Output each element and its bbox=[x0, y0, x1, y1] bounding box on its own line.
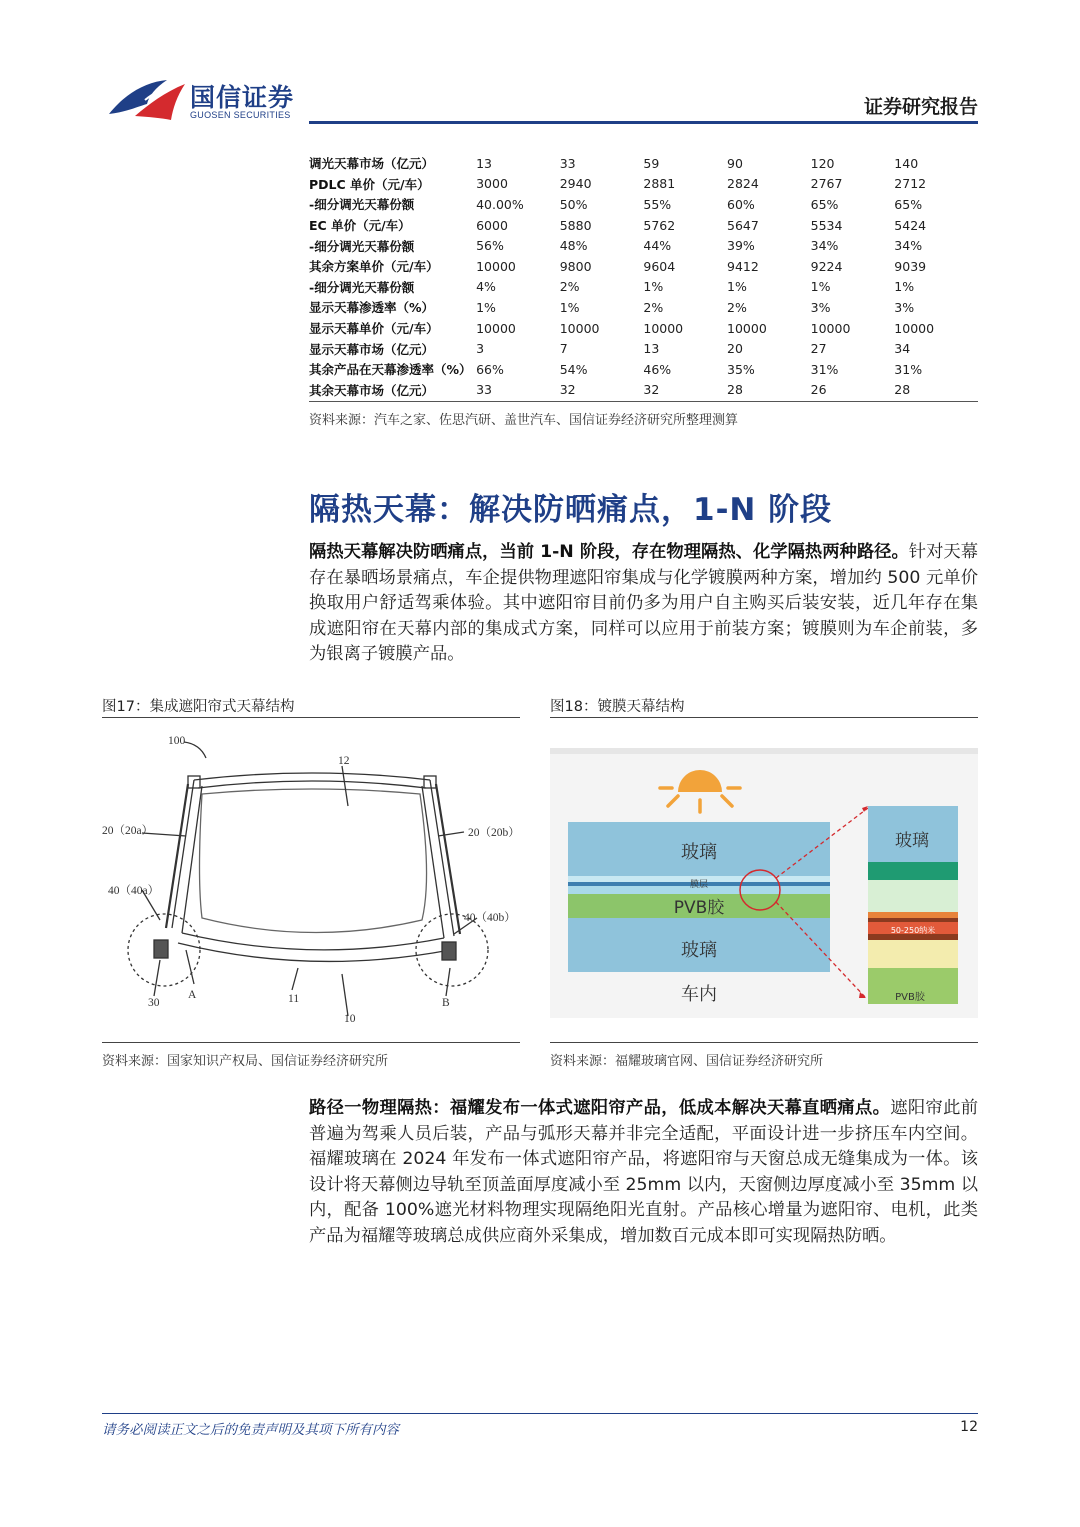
row-value: 10000 bbox=[894, 320, 935, 336]
logo-english-name: GUOSEN SECURITIES bbox=[190, 110, 291, 120]
row-value: 65% bbox=[810, 196, 839, 212]
figure18-title: 图18：镀膜天幕结构 bbox=[550, 699, 685, 715]
fig17-label-b: B bbox=[442, 997, 450, 1009]
row-value: 1% bbox=[559, 299, 580, 315]
row-value: 40.00% bbox=[476, 196, 524, 212]
row-value: 28 bbox=[727, 382, 743, 398]
row-label: 其余方案单价（元/车） bbox=[309, 259, 439, 275]
fig17-label-40a: 40（40a） bbox=[108, 885, 160, 897]
row-value: 9039 bbox=[894, 258, 927, 274]
row-value: 3 bbox=[476, 341, 485, 357]
row-value: 140 bbox=[894, 155, 919, 171]
row-value: 90 bbox=[727, 155, 743, 171]
row-value: 1% bbox=[476, 299, 496, 315]
row-label: 其余天幕市场（亿元） bbox=[309, 382, 435, 398]
table-row bbox=[309, 256, 978, 277]
fig17-label-11: 11 bbox=[288, 993, 300, 1005]
paragraph-lead-bold: 隔热天幕解决防晒痛点，当前 1-N 阶段，存在物理隔热、化学隔热两种路径。 bbox=[309, 542, 909, 562]
fig17-label-40b: 40（40b） bbox=[464, 912, 516, 924]
row-value: 2% bbox=[559, 279, 580, 295]
row-value: 34 bbox=[894, 341, 911, 357]
figure17-title: 图17：集成遮阳帘式天幕结构 bbox=[102, 699, 295, 715]
table-row bbox=[309, 297, 978, 318]
fig17-label-10: 10 bbox=[344, 1013, 356, 1025]
table-row bbox=[309, 318, 978, 339]
row-value: 13 bbox=[476, 155, 492, 171]
row-label: 显示天幕渗透率（%） bbox=[309, 300, 435, 316]
row-value: 5424 bbox=[894, 217, 927, 233]
row-value: 32 bbox=[643, 382, 660, 398]
figure18-source: 资料来源：福耀玻璃官网、国信证券经济研究所 bbox=[550, 1054, 824, 1069]
report-type-label: 证券研究报告 bbox=[863, 96, 978, 118]
figure17-source: 资料来源：国家知识产权局、国信证券经济研究所 bbox=[102, 1054, 389, 1069]
row-value: 3% bbox=[810, 299, 831, 315]
row-value: 5534 bbox=[810, 217, 843, 233]
row-value: 60% bbox=[727, 196, 755, 212]
row-value: 59 bbox=[643, 155, 660, 171]
row-value: 32 bbox=[559, 382, 576, 398]
footer-divider bbox=[102, 1413, 978, 1414]
section-title: 隔热天幕：解决防晒痛点，1-N 阶段 bbox=[309, 492, 833, 528]
row-value: 4% bbox=[476, 279, 496, 295]
row-value: 66% bbox=[476, 361, 504, 377]
row-value: 27 bbox=[810, 341, 827, 357]
row-value: 13 bbox=[643, 341, 660, 357]
paragraph-lead-bold: 路径一物理隔热：福耀发布一体式遮阳帘产品，低成本解决天幕直晒痛点。 bbox=[309, 1098, 891, 1118]
row-value: 34% bbox=[894, 238, 923, 254]
row-value: 26 bbox=[810, 382, 827, 398]
fig18-label-glass-top: 玻璃 bbox=[681, 842, 717, 863]
row-value: 33 bbox=[476, 382, 492, 398]
figure18-bottom-rule bbox=[550, 1042, 978, 1043]
row-value: 9412 bbox=[727, 258, 759, 274]
fig18-label-interior: 车内 bbox=[681, 984, 717, 1005]
row-value: 28 bbox=[894, 382, 911, 398]
row-value: 55% bbox=[643, 196, 672, 212]
fig18-zoom-label-glass: 玻璃 bbox=[895, 831, 929, 851]
table-row bbox=[309, 153, 978, 174]
row-value: 10000 bbox=[810, 320, 851, 336]
row-value: 2824 bbox=[727, 176, 759, 192]
fig18-label-glass-bottom: 玻璃 bbox=[681, 940, 717, 961]
row-value: 2881 bbox=[643, 176, 676, 192]
table-row bbox=[309, 174, 978, 195]
row-value: 9604 bbox=[643, 258, 676, 274]
row-value: 10000 bbox=[476, 258, 516, 274]
fig17-label-12: 12 bbox=[338, 755, 350, 767]
paragraph-body: 针对天幕存在暴晒场景痛点，车企提供物理遮阳帘集成与化学镀膜两种方案，增加约 500 元单价换取用户舒适驾乘体验。其中遮阳帘目前仍多为用户自主购买后装安装，近几年存在集成遮阳帘在天幕内部的集成式方案，同样可以应用于前装方案；镀膜则为车企前装，多为银离子镀膜产品。 bbox=[309, 542, 978, 665]
row-value: 31% bbox=[810, 361, 839, 377]
table-row bbox=[309, 359, 978, 380]
table-row bbox=[309, 277, 978, 298]
fig18-label-pvb: PVB胶 bbox=[673, 898, 725, 918]
row-value: 1% bbox=[810, 279, 831, 295]
row-value: 1% bbox=[643, 279, 664, 295]
row-label: -细分调光天幕份额 bbox=[309, 279, 415, 295]
table-row bbox=[309, 215, 978, 236]
row-value: 34% bbox=[810, 238, 839, 254]
row-value: 1% bbox=[894, 279, 915, 295]
table-row bbox=[309, 380, 978, 401]
row-label: EC 单价（元/车） bbox=[309, 218, 411, 234]
row-value: 2712 bbox=[894, 176, 927, 192]
fig17-label-20b: 20（20b） bbox=[468, 827, 520, 839]
footer-disclaimer: 请务必阅读正文之后的免责声明及其项下所有内容 bbox=[102, 1422, 399, 1438]
fig17-label-20a: 20（20a） bbox=[102, 825, 154, 837]
row-value: 44% bbox=[643, 238, 672, 254]
page-number: 12 bbox=[960, 1419, 978, 1435]
row-value: 20 bbox=[727, 341, 743, 357]
fig18-label-film: 膜层 bbox=[689, 880, 709, 890]
row-value: 7 bbox=[559, 341, 568, 357]
row-value: 50% bbox=[559, 196, 588, 212]
row-value: 5762 bbox=[643, 217, 676, 233]
row-value: 54% bbox=[559, 361, 588, 377]
row-value: 120 bbox=[810, 155, 835, 171]
row-value: 1% bbox=[727, 279, 747, 295]
figure18-coating-diagram bbox=[550, 748, 978, 1018]
logo-chinese-name: 国信证券 bbox=[190, 83, 295, 112]
row-value: 2767 bbox=[810, 176, 843, 192]
header-divider bbox=[309, 121, 978, 124]
table-row bbox=[309, 235, 978, 256]
row-value: 39% bbox=[727, 238, 755, 254]
table-row bbox=[309, 338, 978, 359]
fig17-label-a: A bbox=[188, 989, 197, 1001]
row-value: 9224 bbox=[810, 258, 843, 274]
figure17-bottom-rule bbox=[102, 1042, 520, 1043]
row-label: 调光天幕市场（亿元） bbox=[309, 156, 435, 172]
row-value: 10000 bbox=[643, 320, 684, 336]
table-source-note: 资料来源：汽车之家、佐思汽研、盖世汽车、国信证券经济研究所整理测算 bbox=[309, 413, 739, 428]
paragraph-physical-insulation bbox=[309, 1096, 978, 1250]
row-value: 35% bbox=[727, 361, 755, 377]
row-label: PDLC 单价（元/车） bbox=[309, 176, 430, 192]
row-value: 2940 bbox=[559, 176, 592, 192]
figure17-sunroof-diagram bbox=[102, 728, 520, 1028]
row-value: 10000 bbox=[727, 320, 767, 336]
row-label: -细分调光天幕份额 bbox=[309, 238, 415, 254]
figure18-top-rule bbox=[550, 717, 978, 718]
fig18-zoom-label-pvb: PVB胶 bbox=[895, 992, 925, 1003]
paragraph-insulation-overview bbox=[309, 540, 978, 668]
row-value: 5880 bbox=[559, 217, 592, 233]
fig17-label-30: 30 bbox=[148, 997, 160, 1009]
row-value: 10000 bbox=[476, 320, 516, 336]
market-forecast-table bbox=[309, 153, 978, 400]
row-value: 65% bbox=[894, 196, 923, 212]
row-value: 48% bbox=[559, 238, 588, 254]
row-value: 33 bbox=[559, 155, 576, 171]
row-value: 10000 bbox=[559, 320, 600, 336]
row-label: 其余产品在天幕渗透率（%） bbox=[309, 362, 472, 378]
row-value: 2% bbox=[727, 299, 747, 315]
fig18-zoom-label-nm: 50-250纳米 bbox=[890, 926, 936, 935]
fig17-label-100: 100 bbox=[168, 735, 186, 747]
row-value: 9800 bbox=[559, 258, 592, 274]
row-value: 2% bbox=[643, 299, 664, 315]
table-row bbox=[309, 194, 978, 215]
table-bottom-rule bbox=[309, 401, 978, 402]
row-label: -细分调光天幕份额 bbox=[309, 197, 415, 213]
row-value: 3% bbox=[894, 299, 915, 315]
paragraph-body: 遮阳帘此前普遍为驾乘人员后装，产品与弧形天幕并非完全适配，平面设计进一步挤压车内空间。福耀玻璃在 2024 年发布一体式遮阳帘产品，将遮阳帘与天窗总成无缝集成为一体。该设计将天幕侧边导轨至顶盖面厚度减小至 25mm 以内，天窗侧边厚度减小至 35mm 以内，配备 100%遮光材料物理实现隔绝阳光直射。产品核心增量为遮阳帘、电机，此类产品为福耀等玻璃总成供应商外采集成，增加数百元成本即可实现隔热防晒。 bbox=[309, 1098, 979, 1246]
row-value: 56% bbox=[476, 238, 504, 254]
row-value: 46% bbox=[643, 361, 672, 377]
row-value: 5647 bbox=[727, 217, 759, 233]
row-label: 显示天幕市场（亿元） bbox=[309, 341, 435, 357]
row-value: 6000 bbox=[476, 217, 508, 233]
row-value: 31% bbox=[894, 361, 923, 377]
row-value: 3000 bbox=[476, 176, 508, 192]
figure17-top-rule bbox=[102, 717, 520, 718]
row-label: 显示天幕单价（元/车） bbox=[309, 321, 439, 337]
